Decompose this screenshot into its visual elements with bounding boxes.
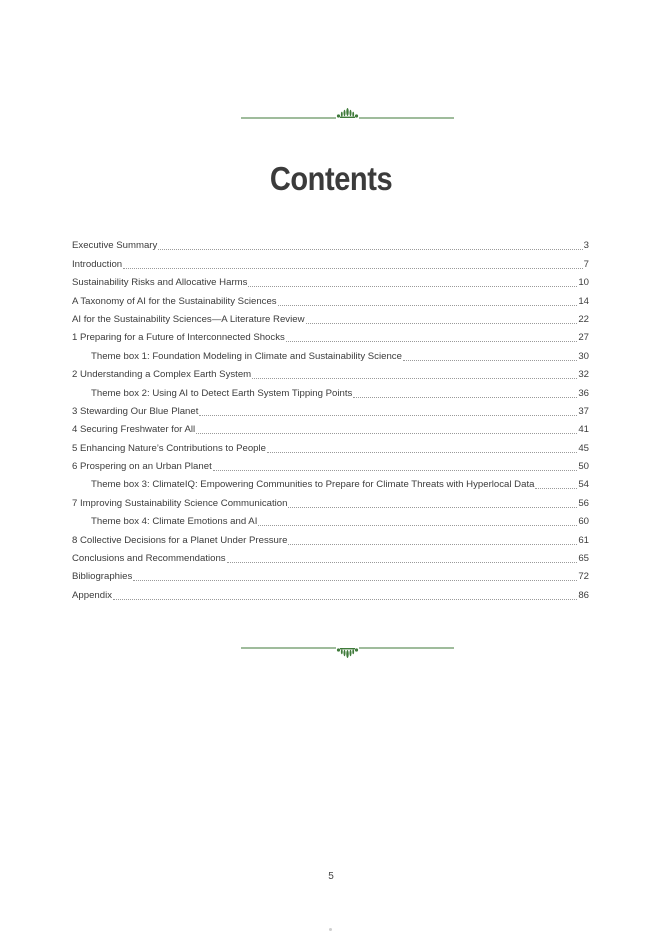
toc-entry[interactable] bbox=[72, 289, 589, 307]
page-number: 5 bbox=[328, 871, 334, 882]
dot-leader bbox=[123, 267, 583, 269]
toc-entry-page: 32 bbox=[578, 369, 589, 381]
toc-entry-page: 14 bbox=[578, 295, 589, 307]
toc-entry-page: 41 bbox=[578, 424, 589, 436]
dot-leader bbox=[227, 561, 578, 563]
toc-entry-page: 54 bbox=[578, 479, 589, 491]
dot-leader bbox=[213, 469, 578, 471]
toc-entry[interactable] bbox=[72, 565, 589, 583]
toc-entry[interactable] bbox=[72, 363, 589, 381]
toc-entry[interactable] bbox=[72, 326, 589, 344]
toc-entry[interactable] bbox=[72, 400, 589, 418]
toc-entry[interactable] bbox=[72, 528, 589, 546]
toc-entry[interactable] bbox=[72, 436, 589, 454]
dot-leader bbox=[258, 524, 577, 526]
toc-entry-page: 10 bbox=[578, 277, 589, 289]
toc-entry-label: Appendix bbox=[72, 589, 113, 601]
toc-entry-label: 1 Preparing for a Future of Interconnected Shocks bbox=[72, 332, 285, 344]
toc-entry-label: Theme box 4: Climate Emotions and AI bbox=[91, 516, 258, 528]
toc-entry-label: Theme box 2: Using AI to Detect Earth System Tipping Points bbox=[91, 387, 353, 399]
toc-entry-label: 8 Collective Decisions for a Planet Under Pressure bbox=[72, 534, 288, 546]
dot-leader bbox=[306, 322, 578, 324]
toc-entry-page: 61 bbox=[578, 534, 589, 546]
toc-entry-page: 45 bbox=[578, 442, 589, 454]
dot-leader bbox=[158, 248, 582, 250]
toc-entry-label: 5 Enhancing Nature’s Contributions to People bbox=[72, 442, 266, 454]
toc-entry-page: 30 bbox=[578, 350, 589, 362]
toc-entry[interactable] bbox=[72, 547, 589, 565]
dot-leader bbox=[133, 579, 577, 581]
toc-entry-label: 4 Securing Freshwater for All bbox=[72, 424, 196, 436]
toc-entry-page: 72 bbox=[578, 571, 589, 583]
dot-leader bbox=[113, 598, 577, 600]
dot-leader bbox=[252, 377, 577, 379]
toc-entry-page: 50 bbox=[578, 461, 589, 473]
toc-entry-label: AI for the Sustainability Sciences—A Literature Review bbox=[72, 313, 305, 325]
toc-entry-label: Bibliographies bbox=[72, 571, 133, 583]
toc-entry-page: 56 bbox=[578, 497, 589, 509]
dot-leader bbox=[288, 506, 577, 508]
toc-entry[interactable] bbox=[72, 473, 589, 491]
toc-entry-page: 3 bbox=[583, 240, 589, 252]
toc-entry-page: 22 bbox=[578, 313, 589, 325]
fleuron-top-icon bbox=[241, 106, 454, 120]
table-of-contents bbox=[72, 234, 589, 602]
toc-entry-label: A Taxonomy of AI for the Sustainability Sciences bbox=[72, 295, 277, 307]
toc-entry-label: Theme box 1: Foundation Modeling in Climate and Sustainability Science bbox=[91, 350, 402, 362]
dot-leader bbox=[248, 285, 577, 287]
toc-entry-label: 2 Understanding a Complex Earth System bbox=[72, 369, 252, 381]
dot-leader bbox=[353, 396, 577, 398]
dot-leader bbox=[286, 340, 578, 342]
toc-entry[interactable] bbox=[72, 491, 589, 509]
toc-entry-label: 6 Prospering on an Urban Planet bbox=[72, 461, 212, 473]
toc-entry[interactable] bbox=[72, 252, 589, 270]
toc-entry-page: 36 bbox=[578, 387, 589, 399]
toc-entry[interactable] bbox=[72, 344, 589, 362]
toc-entry-label: Theme box 3: ClimateIQ: Empowering Communities to Prepare for Climate Threats with Hyperlocal Data bbox=[91, 479, 535, 491]
page-title: Contents bbox=[269, 160, 393, 197]
toc-entry-label: Executive Summary bbox=[72, 240, 158, 252]
toc-entry-label: 7 Improving Sustainability Science Communication bbox=[72, 497, 288, 509]
toc-entry[interactable] bbox=[72, 308, 589, 326]
dot-leader bbox=[288, 543, 577, 545]
toc-entry-page: 27 bbox=[578, 332, 589, 344]
toc-entry[interactable] bbox=[72, 583, 589, 601]
toc-entry-label: Conclusions and Recommendations bbox=[72, 553, 226, 565]
dot-leader bbox=[403, 359, 577, 361]
toc-entry-label: Sustainability Risks and Allocative Harms bbox=[72, 277, 248, 289]
fleuron-bottom-icon bbox=[241, 646, 454, 660]
dot-leader bbox=[196, 432, 577, 434]
toc-entry[interactable] bbox=[72, 381, 589, 399]
dot-leader bbox=[199, 414, 577, 416]
page-marker-dot bbox=[329, 928, 332, 931]
toc-entry-label: 3 Stewarding Our Blue Planet bbox=[72, 405, 199, 417]
toc-entry[interactable] bbox=[72, 418, 589, 436]
toc-entry-page: 60 bbox=[578, 516, 589, 528]
toc-entry-page: 65 bbox=[578, 553, 589, 565]
toc-entry-page: 7 bbox=[583, 258, 589, 270]
toc-entry[interactable] bbox=[72, 510, 589, 528]
dot-leader bbox=[278, 304, 578, 306]
toc-entry[interactable] bbox=[72, 234, 589, 252]
dot-leader bbox=[267, 451, 577, 453]
dot-leader bbox=[535, 487, 577, 489]
toc-entry[interactable] bbox=[72, 455, 589, 473]
toc-entry-page: 37 bbox=[578, 405, 589, 417]
toc-entry-page: 86 bbox=[578, 589, 589, 601]
toc-entry[interactable] bbox=[72, 271, 589, 289]
toc-entry-label: Introduction bbox=[72, 258, 123, 270]
